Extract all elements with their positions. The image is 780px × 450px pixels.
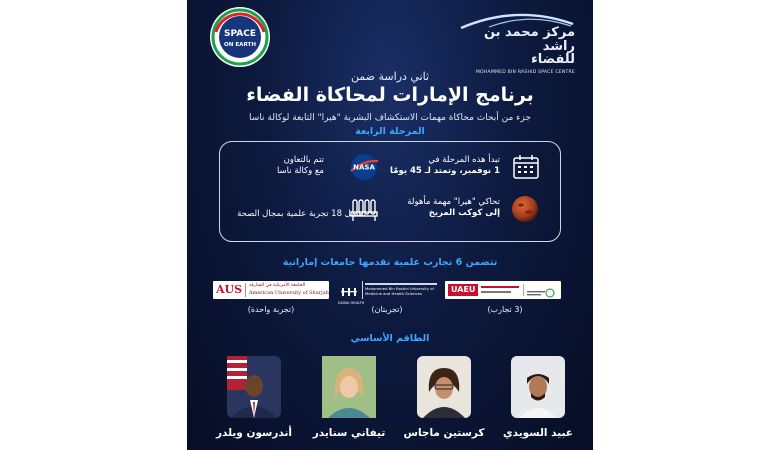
dubai-health-mark [338, 282, 365, 305]
uaeu-experiment-count: (3 تجارب) [487, 305, 523, 314]
team-member-name: تيفاني سنايدر [312, 427, 386, 439]
aus-divider [245, 283, 246, 297]
aus-arabic-name: الجامعة الأمريكية في الشارقة [249, 283, 306, 288]
program-title: برنامج الإمارات لمحاكاة الفضاء [246, 84, 534, 106]
mbrsc-arabic-name: مركز محمد بن راشد للفضاء [483, 25, 575, 68]
mars-mission-info: تحاكي "هيرا" مهمة مأهولة إلى كوكب المريخ [407, 197, 500, 219]
experiments-info: تشمل 18 تجربة علمية بمجال الصحة [237, 209, 366, 219]
uaeu-emblem [523, 284, 554, 296]
aus-logo [213, 281, 329, 299]
team-member [320, 356, 378, 418]
phase-start-info: تبدأ هذه المرحلة في 1 نوفمبر، وتمتد لـ 45 يومًا [390, 155, 500, 177]
phase-label: المرحلة الرابعة [355, 126, 425, 137]
mbru-name: Mohammed Bin Rashid University of Medicine and Health Sciences [365, 286, 434, 296]
poster [187, 0, 593, 450]
team-member [225, 356, 283, 418]
team-title: الطاقم الأساسي [350, 333, 430, 344]
mbru-divider [362, 281, 363, 299]
dubai-health-text: DUBAI HEALTH [338, 301, 365, 305]
member-portrait-icon [511, 356, 565, 418]
nasa-collab-info: تتم بالتعاون مع وكالة ناسا [276, 155, 324, 177]
uaeu-logo [445, 281, 561, 299]
team-member-name: عبيد السويدي [503, 427, 573, 439]
mbrsc-arc-icon [459, 10, 575, 30]
falcon-emblem-icon [524, 287, 554, 299]
aus-experiment-count: (تجربة واحدة) [247, 305, 295, 314]
avatar [227, 356, 281, 418]
nasa-logo-icon [348, 152, 380, 182]
member-portrait-icon [227, 356, 281, 418]
program-subtitle: ثاني دراسة ضمن [350, 70, 430, 83]
aus-english-name: American University of Sharjah [249, 290, 329, 296]
mbru-arabic-line [365, 283, 437, 285]
space-on-earth-logo [209, 6, 271, 68]
uaeu-divider [481, 291, 511, 293]
mbrsc-english-name: MOHAMMED BIN RASHID SPACE CENTRE [475, 69, 575, 75]
soe-line1: SPACE [224, 29, 256, 39]
universities-title: تتضمن 6 تجارب علمية تقدمها جامعات إماراتية [282, 257, 498, 268]
dubai-health-icon [338, 287, 360, 297]
soe-line2: ON EARTH [223, 42, 257, 48]
avatar [417, 356, 471, 418]
mbru-logo [337, 281, 437, 305]
mbrsc-logo [455, 10, 575, 75]
avatar [322, 356, 376, 418]
team-member-name: كرستين ماجاس [403, 427, 485, 439]
team-member [509, 356, 567, 418]
program-description: جزء من أبحاث محاكاة مهمات الاستكشاف البشرية "هيرا" التابعة لوكالة ناسا [249, 113, 531, 123]
mbru-experiment-count: (تجربتان) [371, 305, 403, 314]
uaeu-logo-text: UAEU [448, 284, 478, 296]
aus-logo-text: AUS [216, 283, 243, 296]
team-member [415, 356, 473, 418]
mars-planet-icon [510, 194, 540, 224]
uaeu-divider [481, 286, 519, 288]
calendar-icon [512, 154, 540, 180]
info-box [219, 141, 561, 242]
avatar [511, 356, 565, 418]
team-member-name: أندرسون ويلدر [215, 427, 293, 439]
nasa-logo-text: NASA [353, 163, 375, 172]
member-portrait-icon [417, 356, 471, 418]
member-portrait-icon [322, 356, 376, 418]
